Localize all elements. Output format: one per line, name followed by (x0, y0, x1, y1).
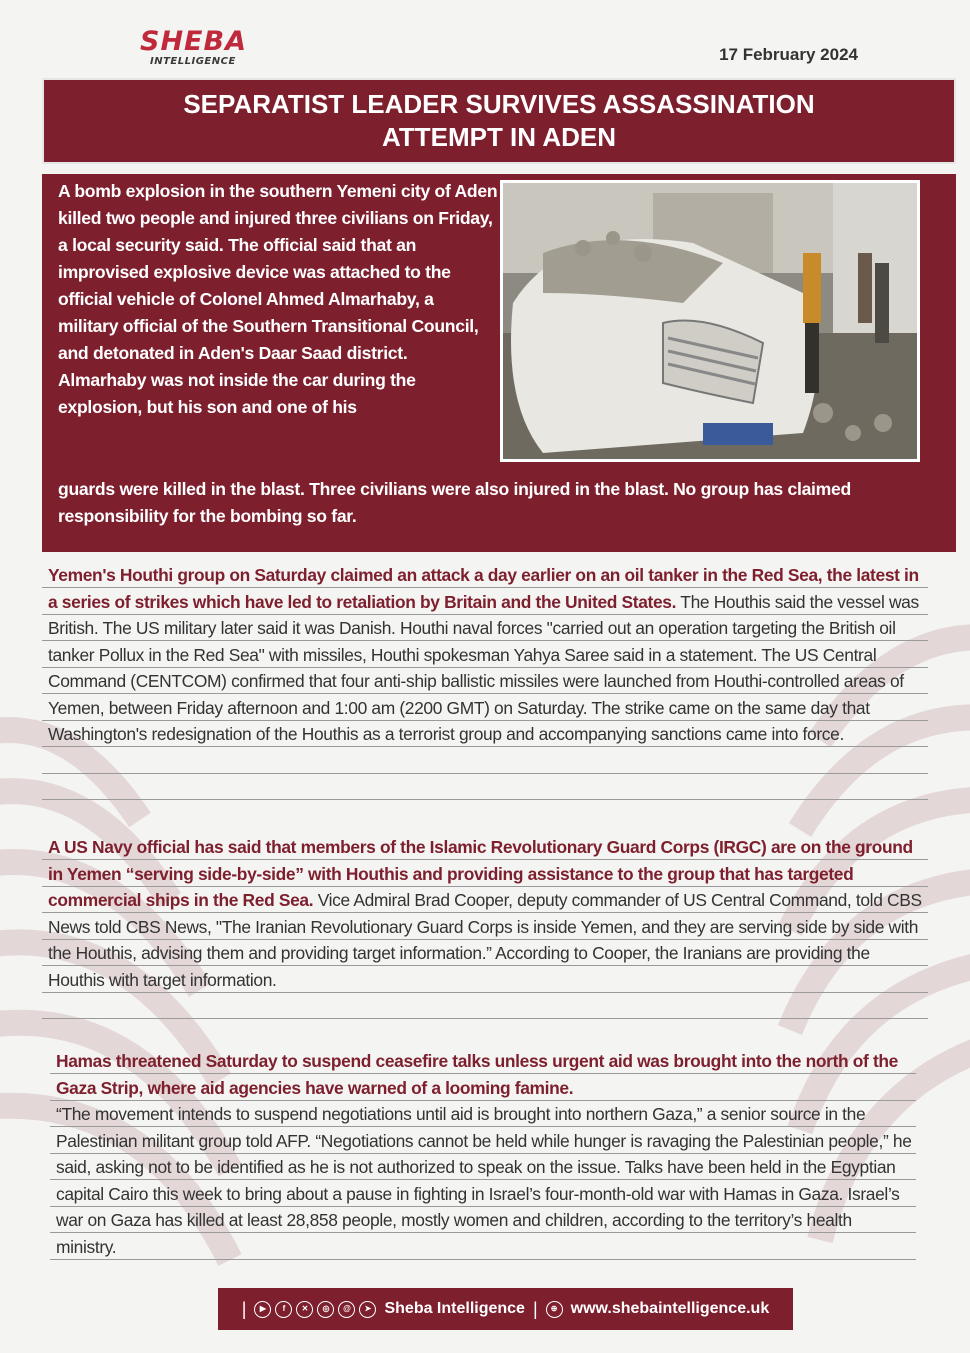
story-body: The Houthis said the vessel was British. The US military later said it was Danish. Houthi naval forces "carried out an operation targeting the British oil tanker Pollux in the Red Sea" with missiles, Houthi spokesman Yahya Saree said in a statement. The US Central Command (CENTCOM) confirmed that four anti-ship ballistic missiles were launched from Houthi-controlled areas of Yemen, between Friday afternoon and 1:00 am (2200 GMT) on Saturday. The strike came on the same day that Washington's redesignation of the Houthis as a terrorist group and accompanying sanctions came into force. (48, 591, 919, 744)
news-story-hamas-talks (50, 1048, 916, 1270)
logo-sub-text: INTELLIGENCE (150, 56, 236, 67)
story-text (48, 562, 922, 748)
story-highlight: Yemen's Houthi group on Saturday claimed an attack a day earlier on an oil tanker in the Red Sea, the latest in a series of strikes which have led to retaliation by Britain and the United States. (48, 565, 919, 612)
footer-brand-name[interactable]: Sheba Intelligence (384, 1300, 525, 1317)
telegram-icon[interactable]: ➤ (359, 1301, 376, 1318)
logo-main-text: SHEBA (140, 26, 247, 57)
story-body: Vice Admiral Brad Cooper, deputy commander of US Central Command, told CBS News told CBS News, "The Iranian Revolutionary Guard Corps is inside Yemen, and they are serving side by side with the Houthis, advising them and providing target information.” According to Cooper, the Iranians are providing the Houthis with target information. (48, 890, 922, 990)
instagram-icon[interactable]: ◎ (317, 1301, 334, 1318)
x-icon[interactable]: ✕ (296, 1301, 313, 1318)
story-text (48, 834, 922, 993)
page-title: SEPARATIST LEADER SURVIVES ASSASSINATION ATTEMPT IN ADEN (183, 89, 815, 152)
headline-banner (42, 78, 956, 164)
news-story-irgc-yemen (42, 834, 928, 1024)
publication-date: 17 February 2024 (719, 45, 858, 64)
facebook-icon[interactable]: f (275, 1301, 292, 1318)
news-story-houthi-tanker (42, 562, 928, 808)
threads-icon[interactable]: @ (338, 1301, 355, 1318)
story-body: “The movement intends to suspend negotiations until aid is brought into northern Gaza,” a senior source in the Palestinian militant group told AFP. “Negotiations cannot be held while hunger is ravaging the Palestinian people,” he said, asking not to be identified as he is not authorized to speak on the issue. Talks have been held in the Egyptian capital Cairo this week to bring about a pause in fighting in Israel’s four-month-old war with Hamas in Gaza. Israel’s war on Gaza has killed at least 28,858 people, mostly women and children, according to the territory’s health ministry. (56, 1104, 912, 1257)
lead-story-text-continued: guards were killed in the blast. Three civilians were also injured in the blast. No group has claimed responsibility for the bombing so far. (58, 479, 851, 526)
footer-website-link[interactable]: www.shebaintelligence.uk (570, 1300, 770, 1317)
globe-icon: ⊕ (546, 1301, 563, 1318)
story-highlight: A US Navy official has said that members of the Islamic Revolutionary Guard Corps (IRGC) are on the ground in Yemen “serving side-by-side” with Houthis and providing assistance to the group that has targeted commercial ships in the Red Sea. (48, 837, 913, 910)
youtube-icon[interactable]: ▶ (254, 1301, 271, 1318)
damaged-car-photo (500, 180, 920, 462)
story-text (56, 1048, 914, 1260)
footer-bar: | ▶ f ✕ ◎ @ ➤ Sheba Intelligence | ⊕ www.shebaintelligence.uk (218, 1288, 793, 1330)
social-icons (254, 1301, 376, 1318)
story-highlight: Hamas threatened Saturday to suspend ceasefire talks unless urgent aid was brought into the north of the Gaza Strip, where aid agencies have warned of a looming famine. (56, 1051, 898, 1098)
lead-story-text: A bomb explosion in the southern Yemeni city of Aden killed two people and injured three civilians on Friday, a local security said. The official said that an improvised explosive device was attached to the official vehicle of Colonel Ahmed Almarhaby, a military official of the Southern Transitional Council, and detonated in Aden's Daar Saad district. Almarhaby was not inside the car during the explosion, but his son and one of his (58, 181, 498, 417)
sheba-logo (140, 28, 260, 70)
lead-story-box (42, 174, 956, 552)
